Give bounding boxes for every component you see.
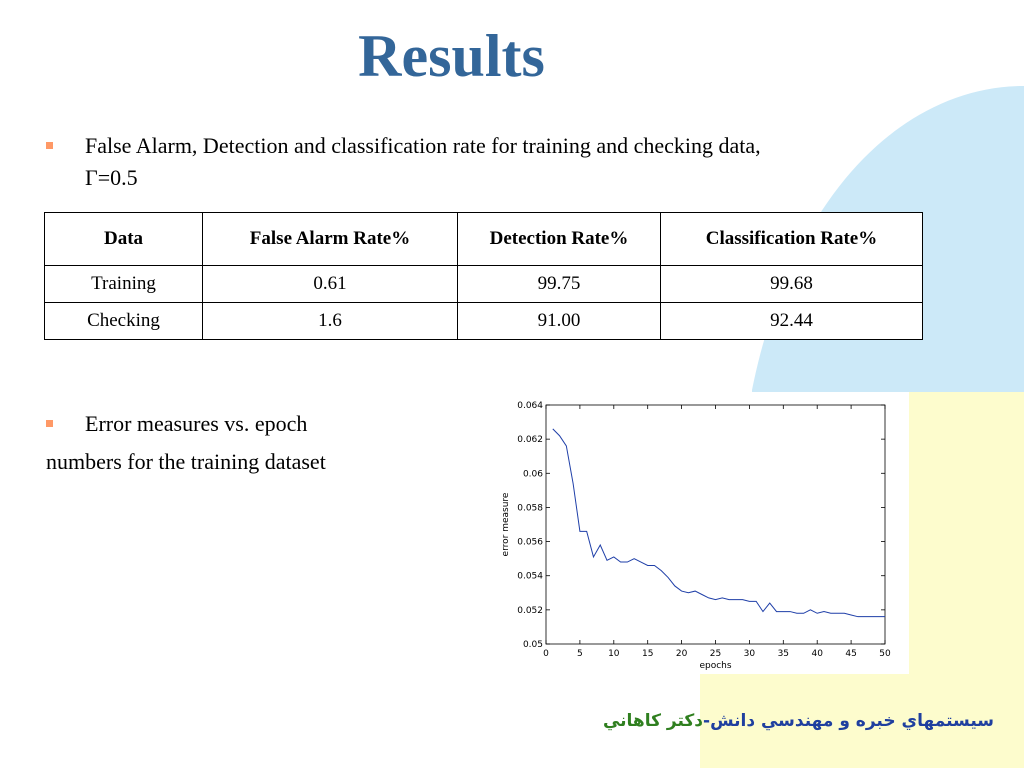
bullet-2-line-1: Error measures vs. epoch (85, 411, 308, 436)
y-tick-label: 0.052 (517, 605, 543, 616)
table-row (45, 266, 923, 303)
footer-author: دکتر کاهاني (602, 711, 704, 731)
x-tick-label: 5 (577, 649, 583, 659)
plot-frame (546, 405, 885, 644)
footer-course-title: سيستمهاي خبره و مهندسي دانش- (703, 711, 994, 731)
column-header: Detection Rate% (458, 213, 661, 266)
column-header: Classification Rate% (661, 213, 923, 266)
x-tick-label: 15 (641, 649, 654, 659)
x-tick-label: 10 (608, 649, 620, 659)
x-tick-label: 40 (811, 649, 823, 659)
table-cell: 1.6 (203, 303, 458, 340)
table-header-row (45, 213, 923, 266)
y-tick-label: 0.056 (517, 537, 543, 548)
y-tick-label: 0.05 (522, 640, 543, 650)
y-tick-label: 0.054 (517, 571, 543, 582)
y-axis-label: error measure (501, 492, 511, 557)
results-table (44, 212, 923, 340)
x-axis-label: epochs (699, 661, 732, 671)
bullet-square-icon (46, 142, 53, 149)
table-row (45, 303, 923, 340)
column-header: False Alarm Rate% (203, 213, 458, 266)
table-cell: 91.00 (458, 303, 661, 340)
bullet-square-icon (46, 420, 53, 427)
bullet-1-line-2: Γ=0.5 (85, 165, 138, 190)
table-cell: 0.61 (203, 266, 458, 303)
table-cell: Training (45, 266, 203, 303)
bullet-2-line-2: numbers for the training dataset (46, 449, 326, 474)
slide-title: Results (358, 23, 545, 89)
column-header: Data (45, 213, 203, 266)
x-tick-label: 35 (777, 649, 790, 659)
x-tick-label: 20 (675, 649, 688, 659)
x-tick-label: 45 (845, 649, 857, 659)
bullet-1-line-1: False Alarm, Detection and classification rate for training and checking data, (85, 133, 761, 158)
y-tick-label: 0.064 (517, 401, 543, 411)
x-tick-label: 25 (709, 649, 722, 659)
table-cell: 99.68 (661, 266, 923, 303)
x-tick-label: 50 (879, 649, 891, 659)
error-chart (486, 392, 909, 674)
plot-panel (486, 392, 909, 674)
y-tick-label: 0.06 (522, 469, 543, 480)
y-tick-label: 0.058 (517, 503, 543, 514)
table-cell: 92.44 (661, 303, 923, 340)
bullet-2 (46, 408, 466, 478)
bullet-1 (46, 130, 946, 194)
y-tick-label: 0.062 (517, 435, 543, 446)
table-cell: 99.75 (458, 266, 661, 303)
x-tick-label: 30 (743, 649, 756, 659)
table-cell: Checking (45, 303, 203, 340)
x-tick-label: 0 (543, 649, 549, 659)
footer (603, 711, 994, 731)
